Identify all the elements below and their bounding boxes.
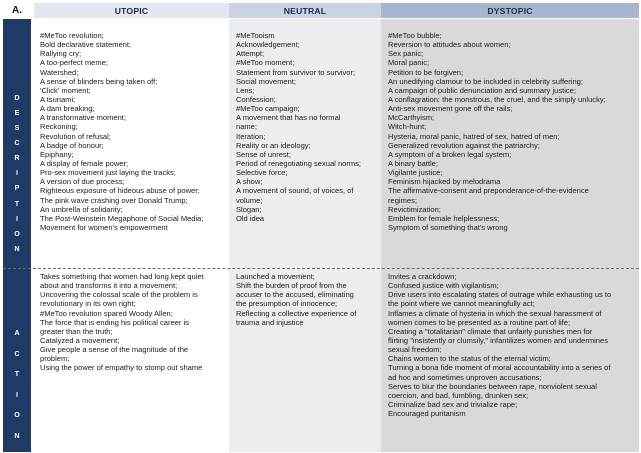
row-label-letter: E (14, 108, 20, 118)
cell-line: revolutionary in its own right; (40, 299, 136, 309)
cell-line: the presumption of innocence; (236, 299, 338, 309)
cell-line: Movement for women's empowerment (40, 222, 168, 232)
cell-line: greater than the truth; (40, 326, 113, 336)
cell-line: A binary battle; (388, 158, 438, 168)
header-neutral: NEUTRAL (229, 3, 381, 18)
cell-line: An umbrella of solidarity; (40, 204, 123, 214)
cell-line: Catalyzed a movement; (40, 335, 120, 345)
cell-line: Selective force; (236, 168, 288, 178)
cell-line: Launched a movement; (236, 272, 315, 281)
cell-line: A symptom of a broken legal system; (388, 149, 512, 159)
cell-line: The force that is ending his political career is (40, 317, 189, 327)
cell-line: Social movement; (236, 76, 296, 86)
cell-line: Anti-sex movement gone off the rails; (388, 104, 513, 114)
cell-line: A transformative moment; (40, 113, 126, 123)
cell-line: coercion, and bad, fumbling, drunken sex; (388, 390, 529, 400)
cell-line: Revolution of refusal; (40, 131, 111, 141)
row-divider (3, 268, 639, 269)
row-label-letter: T (14, 369, 20, 379)
row-label-letter: O (14, 228, 20, 238)
cell-line: Emblem for female helplessness; (388, 213, 500, 223)
cell-line: Vigilante justice; (388, 168, 443, 178)
cell-line: Attempt; (236, 49, 265, 59)
cell-line: Shift the burden of proof from the (236, 281, 347, 291)
cell-line: The Post-Weinstein Megaphone of Social Media; (40, 213, 204, 223)
cell-line: Epiphany; (40, 149, 74, 159)
cell-line: An unedifying clamour to be included in celebrity suffering; (388, 76, 583, 86)
cell-action-utopic (40, 272, 204, 373)
row-label-bar (3, 19, 31, 452)
row-label-letter: T (14, 198, 20, 208)
cell-line: A campaign of public denunciation and summary justice; (388, 85, 576, 95)
header-utopic: UTOPIC (34, 3, 229, 18)
row-label-letter: I (16, 213, 18, 223)
cell-line: Reversion to attitudes about women; (388, 40, 511, 50)
cell-line: Creating a "totalitarian" climate that unfairly punishes men for (388, 326, 593, 336)
cell-line: A dam breaking; (40, 104, 95, 114)
row-label-letter: N (14, 243, 20, 253)
cell-line: A movement of sound, of voices, of (236, 186, 354, 196)
cell-line: Drive users into escalating states of outrage while exhausting us to (388, 290, 612, 300)
cell-line: Hysteria, moral panic, hatred of sex, hatred of men; (388, 131, 560, 141)
cell-line: problem; (40, 354, 70, 364)
row-label-letter: S (14, 123, 20, 133)
row-label-letter: I (16, 389, 18, 399)
cell-line: Iteration; (236, 131, 266, 141)
cell-line: #MeToo bubble; (388, 31, 442, 40)
cell-line: Period of renegotiating sexual norms; (236, 158, 362, 168)
row-label-letter: I (16, 168, 18, 178)
cell-line: ad hoc and sometimes unproven accusations; (388, 372, 542, 382)
cell-line: regimes; (388, 195, 417, 205)
row-label-letter: A (14, 328, 20, 337)
cell-line: Uncovering the colossal scale of the problem is (40, 290, 198, 300)
cell-line: Invites a crackdown; (388, 272, 457, 281)
cell-line: Watershed; (40, 67, 79, 77)
cell-description-dystopic (388, 31, 606, 232)
cell-line: Takes something that women had long kept quiet (40, 272, 204, 281)
cell-line: Slogan; (236, 204, 262, 214)
cell-line: A version of due process; (40, 177, 125, 187)
cell-line: Criminalize bad sex and trivialize rape; (388, 399, 518, 409)
cell-line: Sense of unrest; (236, 149, 291, 159)
cell-line: volume; (236, 195, 263, 205)
row-label-letter: D (14, 93, 20, 102)
cell-line: the point where we cannot meaningfully act; (388, 299, 535, 309)
cell-action-neutral (236, 272, 356, 327)
cell-line: Sex panic; (388, 49, 424, 59)
row-label-action (3, 329, 31, 439)
cell-line: A show; (236, 177, 263, 187)
cell-line: accuser to the accused, eliminating (236, 290, 354, 300)
cell-line: Reality or an ideology; (236, 140, 311, 150)
cell-line: #MeTooism (236, 31, 275, 40)
cell-line: Chains women to the status of the eternal victim; (388, 354, 551, 364)
cell-line: Revictimization; (388, 204, 441, 214)
cell-line: McCarthyism; (388, 113, 435, 123)
cell-line: Serves to blur the boundaries between rape, nonviolent sexual (388, 381, 597, 391)
cell-line: Statement from survivor to survivor; (236, 67, 356, 77)
panel-label: A. (12, 4, 22, 16)
row-label-letter: R (14, 153, 20, 163)
cell-line: A conflagration: the monstrous, the cruel, and the simply unlucky; (388, 94, 606, 104)
cell-line: Petition to be forgiven; (388, 67, 464, 77)
cell-description-neutral (236, 31, 361, 223)
header-dystopic: DYSTOPIC (381, 3, 639, 18)
cell-line: Reflecting a collective experience of (236, 308, 357, 318)
row-label-description (3, 94, 31, 252)
cell-line: Feminism hijacked by melodrama (388, 177, 501, 187)
cell-line: Confession; (236, 94, 276, 104)
cell-line: A too-perfect meme; (40, 58, 108, 68)
cell-line: #MeToo campaign; (236, 104, 300, 114)
cell-line: trauma and injustice (236, 317, 304, 327)
cell-line: Bold declarative statement; (40, 40, 132, 50)
cell-line: Confused justice with vigilantism; (388, 281, 499, 291)
row-label-letter: N (14, 430, 20, 440)
cell-line: Acknowledgement; (236, 40, 300, 50)
cell-line: A badge of honour; (40, 140, 104, 150)
cell-line: A tsunami; (40, 94, 76, 104)
cell-line: A movement that has no formal (236, 113, 341, 123)
cell-line: Witch-hunt; (388, 122, 427, 132)
cell-line: Turning a bona fide moment of moral accountability into a series of (388, 363, 611, 373)
cell-line: #MeToo revolution; (40, 31, 104, 40)
cell-line: Symptom of something that's wrong (388, 222, 508, 232)
row-label-letter: C (14, 138, 20, 148)
cell-line: Righteous exposure of hideous abuse of power; (40, 186, 200, 196)
cell-line: Old idea (236, 213, 265, 223)
cell-line: Rallying cry; (40, 49, 82, 59)
row-label-letter: P (14, 183, 20, 193)
cell-line: Give people a sense of the magnitude of the (40, 345, 189, 355)
cell-description-utopic (40, 31, 203, 232)
cell-line: sexual freedom; (388, 345, 442, 355)
cell-line: The affirmative-consent and preponderance-of-the-evidence (388, 186, 589, 196)
cell-line: Pro-sex movement just laying the tracks; (40, 168, 176, 178)
cell-line: about and transforms it into a movement; (40, 281, 178, 291)
cell-line: Lens; (236, 85, 255, 95)
cell-line: A display of female power; (40, 158, 129, 168)
cell-line: name; (236, 122, 257, 132)
cell-line: Using the power of empathy to stomp out shame (40, 363, 203, 373)
row-label-letter: C (14, 348, 20, 358)
row-label-letter: O (14, 410, 20, 420)
cell-line: Reckoning; (40, 122, 78, 132)
cell-line: Generalized revolution against the patriarchy; (388, 140, 540, 150)
cell-line: #MeToo moment; (236, 58, 295, 68)
cell-line: The pink wave crashing over Donald Trump; (40, 195, 188, 205)
cell-line: Inflames a climate of hysteria in which the sexual harassment of (388, 308, 602, 318)
cell-line: A sense of blinders being taken off; (40, 76, 158, 86)
cell-line: women comes to be presented as a routine part of life; (388, 317, 571, 327)
cell-action-dystopic (388, 272, 611, 418)
cell-line: flirting "insistently or clumsily," infantilizes women and undermines (388, 335, 608, 345)
cell-line: #MeToo revolution spared Woody Allen; (40, 308, 173, 318)
cell-line: Moral panic; (388, 58, 430, 68)
cell-line: Encouraged puritanism (388, 409, 466, 419)
cell-line: 'Click' moment; (40, 85, 91, 95)
